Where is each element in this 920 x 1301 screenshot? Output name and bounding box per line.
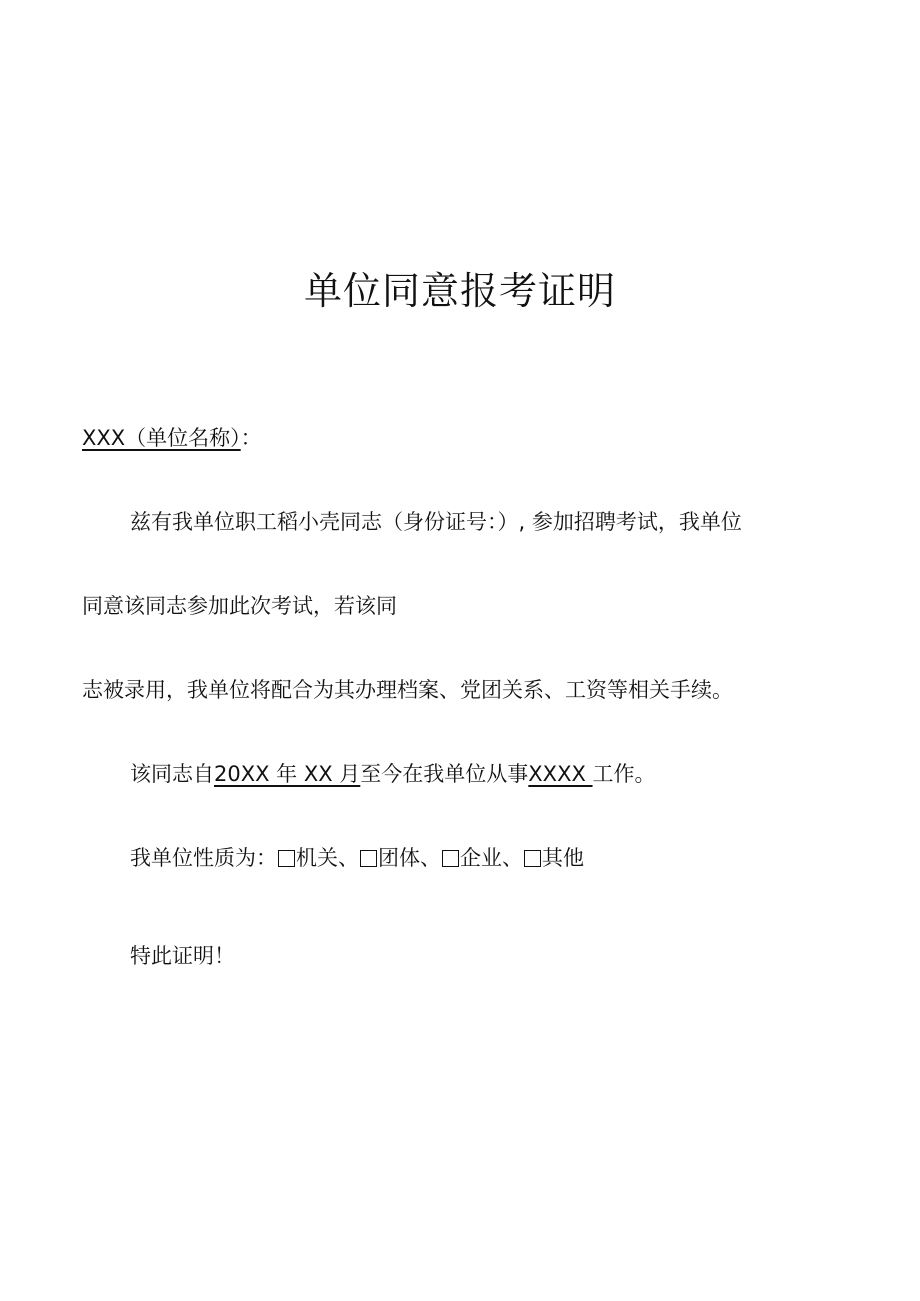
option-organ[interactable]	[277, 843, 338, 873]
checkbox-group[interactable]	[360, 850, 377, 867]
option-other[interactable]	[523, 843, 584, 873]
employment-middle: 至今在我单位从事	[360, 762, 529, 786]
checkbox-enterprise[interactable]	[442, 850, 459, 867]
option-group-label: 团体	[378, 846, 420, 870]
paragraph-1-line-1: 兹有我单位职工稻小壳同志（身份证号：）, 参加招聘考试，我单位	[130, 510, 742, 534]
employment-date: 20XX 年 XX 月	[214, 762, 361, 786]
option-group[interactable]	[359, 843, 420, 873]
addressee-colon: ：	[240, 426, 262, 450]
paragraph-2	[130, 759, 656, 789]
option-enterprise-label: 企业	[460, 846, 502, 870]
unit-nature-label: 我单位性质为：	[130, 846, 277, 870]
employment-job: XXXX	[528, 762, 593, 786]
paragraph-3	[130, 843, 584, 873]
paragraph-1-line-3: 志被录用，我单位将配合为其办理档案、党团关系、工资等相关手续。	[82, 678, 733, 702]
option-organ-label: 机关	[296, 846, 338, 870]
document-title: 单位同意报考证明	[303, 269, 616, 313]
checkbox-organ[interactable]	[278, 850, 295, 867]
separator: 、	[420, 846, 441, 870]
addressee-line	[82, 423, 262, 453]
employment-prefix: 该同志自	[130, 762, 214, 786]
separator: 、	[502, 846, 523, 870]
checkbox-other[interactable]	[524, 850, 541, 867]
option-enterprise[interactable]	[441, 843, 502, 873]
employment-suffix: 工作。	[592, 762, 656, 786]
separator: 、	[338, 846, 359, 870]
closing-statement: 特此证明！	[130, 944, 235, 968]
paragraph-1-line-2: 同意该同志参加此次考试，若该同	[82, 594, 397, 618]
option-other-label: 其他	[542, 846, 584, 870]
addressee-name: XXX（单位名称）	[82, 426, 241, 450]
